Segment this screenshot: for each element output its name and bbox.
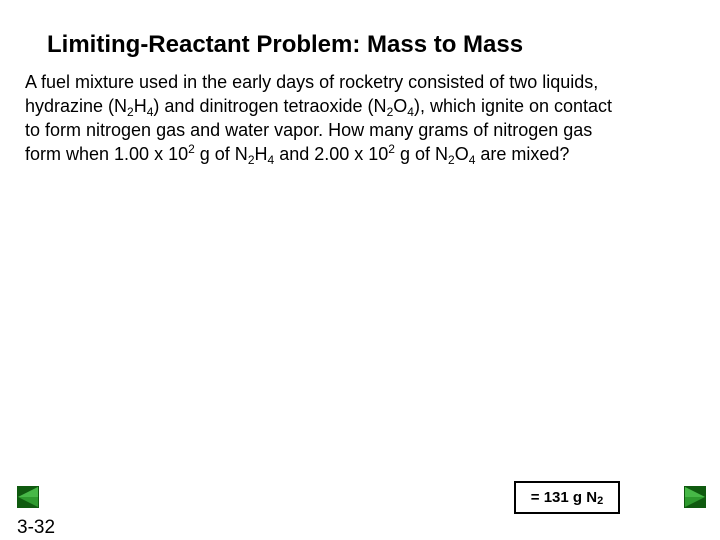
triangle-left-icon: [17, 486, 39, 508]
problem-line-2: hydrazine $(N_2H_4)$ and dinitrogen tetraoxide $(N_2O_4)$, which ignite on contact: [25, 96, 613, 119]
problem-line-1: A fuel mixture used in the early days of rocketry consisted of two liquids,: [25, 72, 599, 92]
problem-line-3: to form nitrogen gas and water vapor. How many grams of nitrogen gas: [25, 120, 593, 140]
triangle-right-icon: [684, 486, 706, 508]
previous-slide-button[interactable]: [17, 486, 39, 508]
slide-title: Limiting-Reactant Problem: Mass to Mass: [47, 31, 524, 58]
problem-text: [25, 70, 695, 166]
answer-text: = 131 g N: [530, 489, 598, 506]
answer-box: = 131 g N $_2$: [514, 481, 620, 514]
problem-line-4: form when 1.00 x $10^2$ g of $N_2H_4$ and 2.00 x $10^2$ g of $N_2O_4$ are mixed?: [25, 142, 570, 167]
next-slide-button[interactable]: [684, 486, 706, 508]
slide-number: 3-32: [17, 517, 56, 538]
